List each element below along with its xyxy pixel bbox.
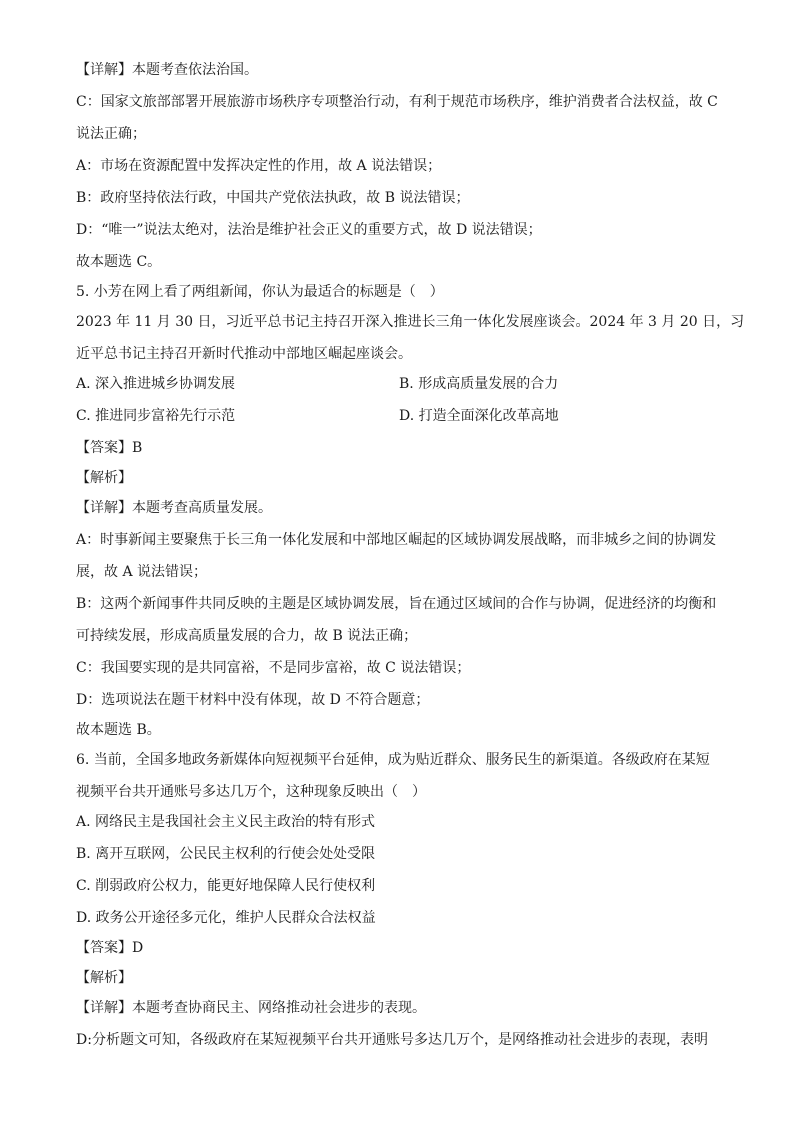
explanation-line: 可持续发展，形成高质量发展的合力，故 B 说法正确； [76,628,418,644]
question-6-option-c: C. 削弱政府公权力，能更好地保障人民行使权利 [76,878,376,894]
explanation-line: A：时事新闻主要聚焦于长三角一体化发展和中部地区崛起的区域协调发展战略，而非城乡之间的协调发 [76,532,717,548]
detail-line: 【详解】本题考查协商民主、网络推动社会进步的表现。 [76,1000,426,1016]
conclusion-line: 故本题选 C。 [76,254,162,270]
explanation-line: C：国家文旅部部署开展旅游市场秩序专项整治行动，有利于规范市场秩序，维护消费者合法权益，故 C [76,94,718,110]
explanation-line: D：“唯一”说法太绝对，法治是维护社会正义的重要方式，故 D 说法错误； [76,222,542,238]
question-5-option-b: B. 形成高质量发展的合力 [399,376,559,392]
analysis-heading: 【解析】 [76,970,132,986]
detail-line: 【详解】本题考查依法治国。 [76,62,258,78]
question-6-option-b: B. 离开互联网，公民民主权利的行使会处处受限 [76,846,376,862]
explanation-line: 说法正确； [76,126,146,142]
question-5-option-c: C. 推进同步富裕先行示范 [76,408,236,424]
question-5-option-a: A. 深入推进城乡协调发展 [76,376,236,392]
detail-line: 【详解】本题考查高质量发展。 [76,500,272,516]
question-6-option-a: A. 网络民主是我国社会主义民主政治的特有形式 [76,814,376,830]
explanation-line: D：选项说法在题干材料中没有体现，故 D 不符合题意； [76,692,430,708]
question-6-stem: 6. 当前，全国多地政务新媒体向短视频平台延伸，成为贴近群众、服务民生的新渠道。各级政府在某短 [76,752,710,768]
answer-line: 【答案】D [76,940,144,956]
explanation-line: C：我国要实现的是共同富裕，不是同步富裕，故 C 说法错误； [76,660,471,676]
explanation-line: 展，故 A 说法错误； [76,564,208,580]
question-5-stem: 5. 小芳在网上看了两组新闻，你认为最适合的标题是（ ） [76,284,444,300]
explanation-line: D:分析题文可知，各级政府在某短视频平台共开通账号多达几万个，是网络推动社会进步的表现，表明 [76,1032,708,1048]
answer-line: 【答案】B [76,440,143,456]
analysis-heading: 【解析】 [76,470,132,486]
explanation-line: A：市场在资源配置中发挥决定性的作用，故 A 说法错误； [76,158,442,174]
question-5-material: 2023 年 11 月 30 日，习近平总书记主持召开深入推进长三角一体化发展座谈会。2024 年 3 月 20 日，习 [76,314,745,330]
explanation-line: B：这两个新闻事件共同反映的主题是区域协调发展，旨在通过区域间的合作与协调，促进经济的均衡和 [76,596,717,612]
question-6-stem: 视频平台共开通账号多达几万个，这种现象反映出（ ） [76,784,426,800]
question-5-option-d: D. 打造全面深化改革高地 [399,408,559,424]
question-5-material: 近平总书记主持召开新时代推动中部地区崛起座谈会。 [76,346,412,362]
conclusion-line: 故本题选 B。 [76,722,161,738]
question-6-option-d: D. 政务公开途径多元化，维护人民群众合法权益 [76,910,376,926]
explanation-line: B：政府坚持依法行政，中国共产党依法执政，故 B 说法错误； [76,190,470,206]
